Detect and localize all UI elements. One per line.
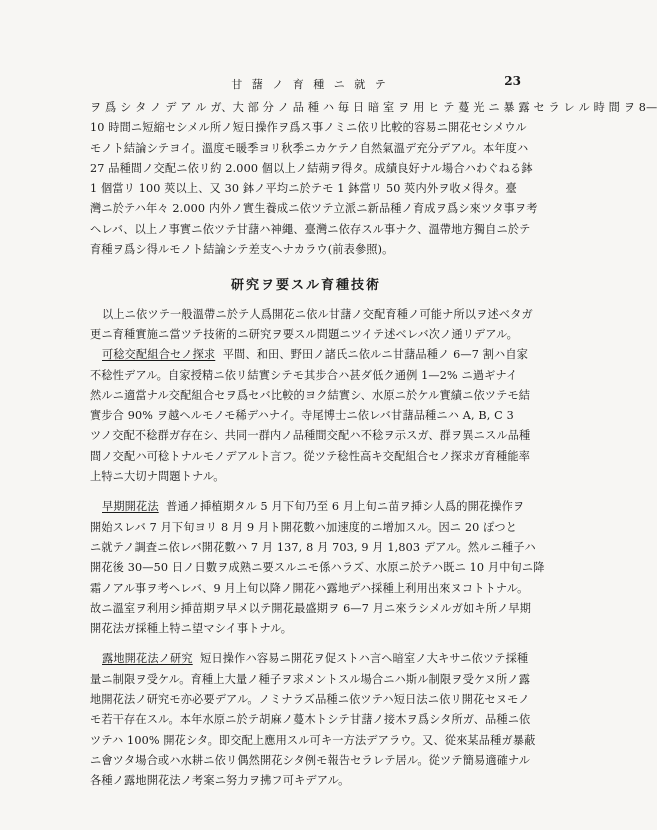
text-line: 10 時間ニ短縮セシメル所ノ短日操作ヲ爲ス事ノミニ依リ比較的容易ニ開花セシメウル bbox=[90, 121, 527, 135]
text-line: ツテハ 100% 開花シタ。即交配上應用スル可キ一方法デアラウ。又、從來某品種ガ暴蔽 bbox=[90, 733, 536, 747]
subsection-heading: 露地開花法ノ研究 bbox=[102, 652, 193, 666]
lead-paragraph bbox=[90, 305, 533, 346]
section-title: 研究ヲ要スル育種技術 bbox=[230, 278, 381, 294]
text-line: 育種ヲ爲シ得ルモノト結論シテ差支ヘナカラウ(前表參照)。 bbox=[90, 243, 394, 257]
text-line: 各種ノ露地開花法ノ考案ニ努力ヲ拂フ可キデアル。 bbox=[90, 774, 350, 788]
subsection-heading: 早期開花法 bbox=[102, 500, 159, 514]
intro-paragraph bbox=[90, 98, 657, 260]
text-line: 更ニ育種實施ニ當ツテ技術的ニ研究ヲ要スル問題ニツイテ述ベレバ次ノ通リデアル。 bbox=[90, 327, 518, 341]
text-line: 量ニ制限ヲ受ケル。育種上大量ノ種子ヲ求メントスル場合ニハ斯ル制限ヲ受ケヌ所ノ露 bbox=[90, 672, 531, 686]
text-line: ヘレバ、以上ノ事實ニ依ツテ甘藷ハ神繩、臺灣ニ依存スル事ナク、溫帶地方獨自ニ於テ bbox=[90, 222, 531, 236]
text-line: 灣ニ於テハ年々 2.000 内外ノ實生養成ニ依ツテ立派ニ新品種ノ育成ヲ爲シ來ツタ事ヲ考 bbox=[90, 202, 538, 216]
text-line: ヲ 爲 シ タ ノ デ ア ル ガ、大 部 分 ノ 品 種 ハ 毎 日 暗 室 ヲ 用 ヒ テ 蔓 光 ニ 暴 露 セ ラ レ ル 時 間 ヲ 8— bbox=[90, 101, 657, 114]
text-line: 地開花法ノ研究モ亦必要デアル。ノミナラズ品種ニ依ツテハ短日法ニ依リ開花セヌモノ bbox=[90, 693, 530, 707]
text-line: モ若干存在スル。本年水原ニ於テ胡麻ノ蔓木トシテ甘藷ノ接木ヲ爲シタ所ガ、品種ニ依 bbox=[90, 713, 531, 727]
text-line: 間ノ交配ハ可稔トナルモノデアルト言フ。從ツテ稔性高キ交配組合セノ探求ガ育種能率 bbox=[90, 449, 531, 463]
text-line: 實步合 90% ヲ越ヘルモノモ稀デハナイ。寺尾博士ニ依レバ甘藷品種ニハ A, B, C 3 bbox=[90, 409, 514, 423]
subsection-heading: 可稔交配組合セノ探求 bbox=[102, 348, 216, 362]
text-line: 開花後 30—50 日ノ日數ヲ成熟ニ要スルニモ係ハラズ、水原ニ於テハ既ニ 10 月中旬ニ降 bbox=[90, 561, 545, 575]
text-line: 上特ニ大切ナ問題トナル。 bbox=[90, 470, 225, 484]
text-line: 開始スレバ 7 月下旬ヨリ 8 月 9 月ト開花數ハ加速度的ニ增加スル。因ニ 20 ぽつと bbox=[90, 520, 518, 534]
text-line: 27 品種間ノ交配ニ依リ約 2.000 個以上ノ結蒴ヲ得タ。成績良好ナル場合ハわぐねる鉢 bbox=[90, 161, 533, 175]
page-number: 23 bbox=[504, 74, 521, 88]
text-line: 1 個當リ 100 莢以上、又 30 鉢ノ平均ニ於テモ 1 鉢當リ 50 莢内外ヲ收メ得タ。臺 bbox=[90, 182, 517, 196]
text-line: モノト結論シテヨイ。溫度モ暖季ヨリ秋季ニカケテノ自然氣溫デ充分デアル。本年度ハ bbox=[90, 141, 529, 155]
text-line: 早期開花法 普通ノ挿植期タル 5 月下旬乃至 6 月上旬ニ苗ヲ挿シ人爲的開花操作ヲ bbox=[102, 500, 525, 514]
subsection-fertile-combinations bbox=[90, 345, 531, 487]
text-line: 不稔性デアル。自家授精ニ依リ結實シテモ其步合ハ甚ダ低ク通例 1—2% ニ過ギナイ bbox=[90, 368, 518, 382]
text-line: 以上ニ依ツテ一般溫帶ニ於テ人爲開花ニ依ル甘藷ノ交配育種ノ可能ナ所以ヲ述ベタガ bbox=[102, 307, 533, 321]
text-line: ニ就テノ調査ニ依レバ開花數ハ 7 月 137, 8 月 703, 9 月 1,803 デアル。然ルニ種子ハ bbox=[90, 540, 536, 554]
text-line: ツノ交配不稔群ガ存在シ、共同一群内ノ品種間交配ハ不稔ヲ示スガ、群ヲ異ニスル品種 bbox=[90, 429, 531, 443]
text-line: 霜ノアル事ヲ考ヘレバ、9 月上旬以降ノ開花ハ露地デハ採種上利用出來ヌコトトナル。 bbox=[90, 581, 529, 595]
article-body bbox=[90, 98, 657, 792]
text-line: 故ニ溫室ヲ利用シ挿苗期ヲ早メ以テ開花最盛期ヲ 6—7 月ニ來ラシメルガ如キ所ノ早期 bbox=[90, 601, 532, 615]
running-title: 甘 藷 ノ 育 種 ニ 就 テ bbox=[231, 78, 389, 91]
text-line: 可稔交配組合セノ探求 平間、和田、野田ノ諸氏ニ依ルニ甘藷品種ノ 6—7 割ハ自家 bbox=[102, 348, 529, 362]
text-line: 然ルニ適當ナル交配組合セヲ爲セバ比較的ヨク結實シ、水原ニ於ケル實績ニ依ツテモ結 bbox=[90, 388, 531, 402]
subsection-early-flowering bbox=[90, 497, 545, 639]
text-line: 開花法ガ採種上特ニ望マシイ事トナル。 bbox=[90, 622, 293, 636]
subsection-open-field-flowering bbox=[90, 649, 536, 791]
text-line: ニ會ツタ場合或ハ水耕ニ依リ偶然開花シタ例モ報告セラレテ居ル。從ツテ簡易適確ナル bbox=[90, 753, 531, 767]
text-line: 露地開花法ノ研究 短日操作ハ容易ニ開花ヲ促ストハ言ヘ暗室ノ大キサニ依ツテ採種 bbox=[102, 652, 529, 666]
